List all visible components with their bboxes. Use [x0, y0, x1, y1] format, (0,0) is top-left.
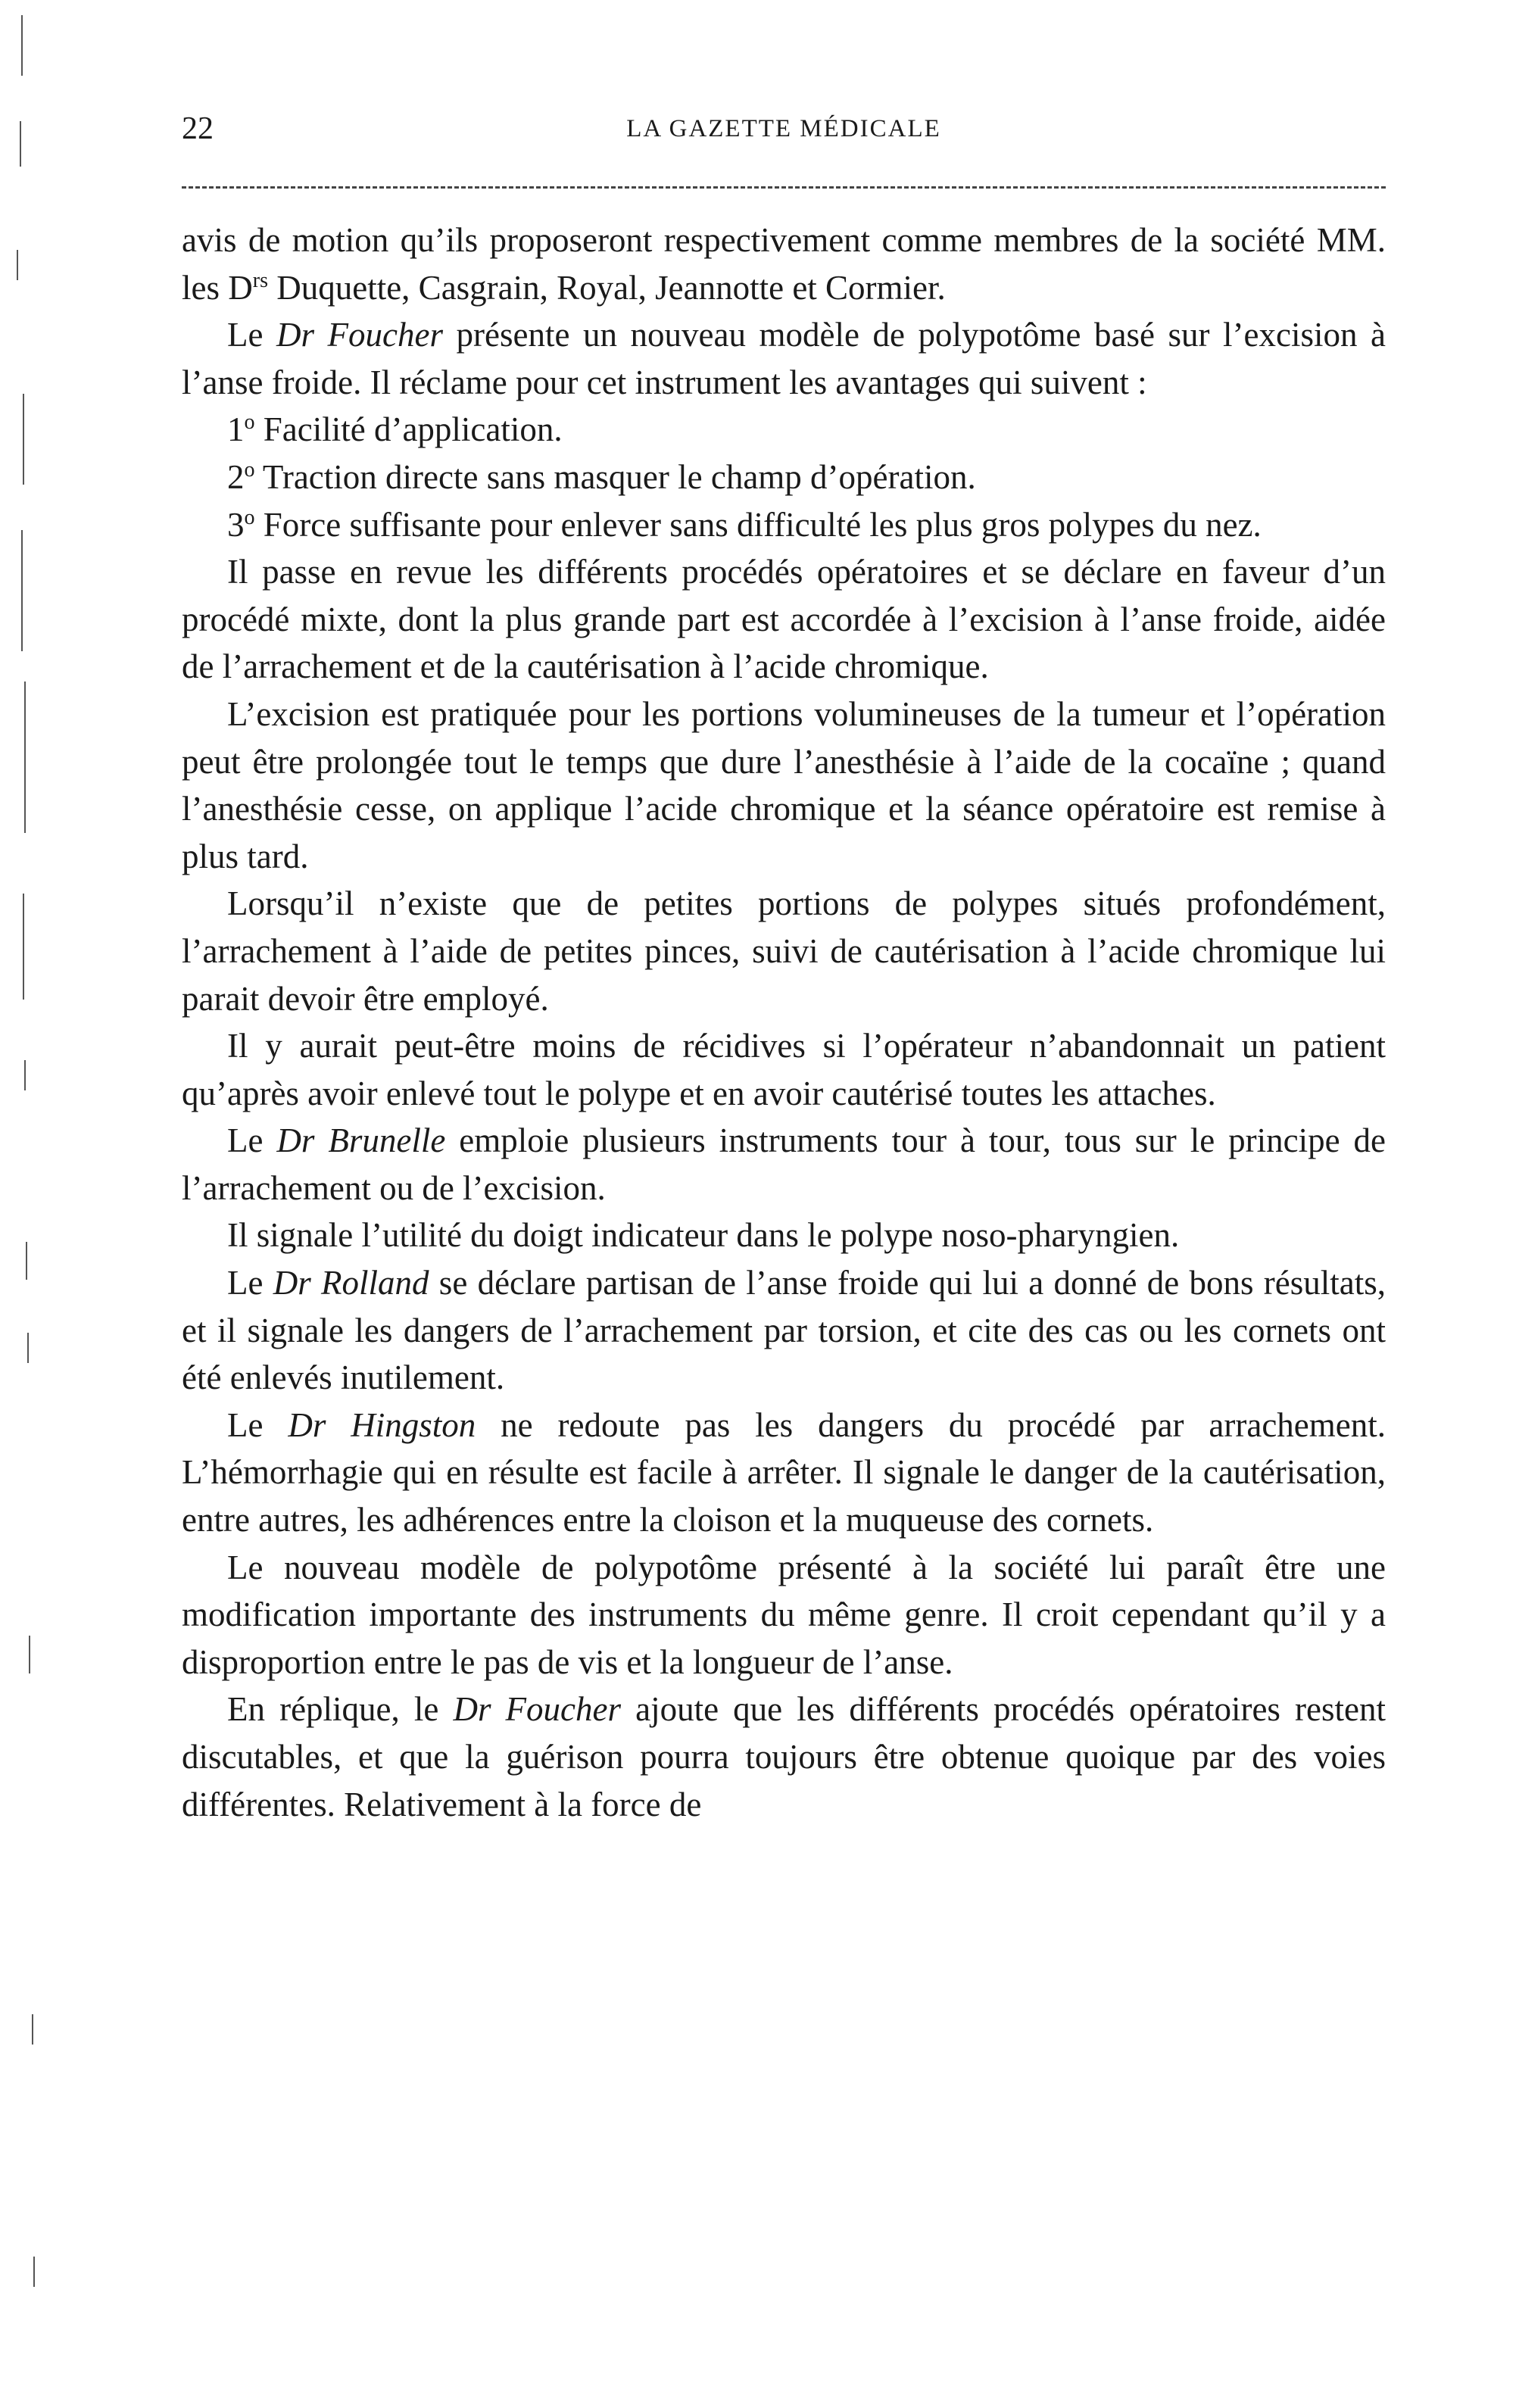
text-run: ajoute que les différents procédés opératoires restent discutables, et que la guérison pourra toujours être obtenue quoique par des voies différentes. Relativement à la force de	[182, 1690, 1386, 1823]
doctor-name: Dr Rolland	[273, 1264, 429, 1302]
text-run: En réplique, le	[227, 1690, 454, 1729]
paragraph	[182, 501, 1386, 549]
paragraph	[182, 1259, 1386, 1402]
paragraph	[182, 548, 1386, 691]
paragraph	[182, 1022, 1386, 1117]
text-run: 1	[227, 410, 245, 449]
paragraph	[182, 454, 1386, 501]
text-run: Traction directe sans masquer le champ d’opération.	[254, 457, 976, 496]
paragraph	[182, 880, 1386, 1022]
doctor-name: Dr Hingston	[288, 1405, 476, 1444]
paragraph	[182, 217, 1386, 311]
page-number: 22	[182, 111, 214, 146]
text-run: Le	[227, 1264, 273, 1302]
superscript: o	[244, 505, 255, 529]
text-run: présente un nouveau modèle de polypotôme basé sur l’excision à l’anse froide. Il réclame pour cet instrument les avantages qui suivent :	[182, 316, 1386, 401]
text-run: emploie plusieurs instruments tour à tour, tous sur le principe de l’arrachement ou de l’excision.	[182, 1121, 1386, 1207]
text-run: Lorsqu’il n’existe que de petites portions de polypes situés profondément, l’arrachement à l’aide de petites pinces, suivi de cautérisation à l’acide chromique lui parait devoir être employé.	[182, 884, 1386, 1018]
text-run: Le nouveau modèle de polypotôme présenté à la société lui paraît être une modification importante des instruments du même genre. Il croit cependant qu’il y a disproportion entre le pas de vis et la longueur de l’anse.	[182, 1548, 1386, 1681]
text-run: Il signale l’utilité du doigt indicateur dans le polype noso-pharyngien.	[227, 1216, 1180, 1255]
text-run: L’excision est pratiquée pour les portions volumineuses de la tumeur et l’opération peut être prolongée tout le temps que dure l’anesthésie à l’aide de la cocaïne ; quand l’anesthésie cesse, on applique l’acide chromique et la séance opératoire est remise à plus tard.	[182, 694, 1386, 875]
superscript: rs	[252, 268, 268, 292]
paragraph	[182, 406, 1386, 454]
text-run: avis de motion qu’ils proposeront respectivement comme membres de la société MM. les D	[182, 221, 1386, 307]
text-run: Le	[227, 316, 276, 354]
text-run: se déclare partisan de l’anse froide qui lui a donné de bons résultats, et il signale les dangers de l’arrachement par torsion, et cite des cas ou les cornets ont été enlevés inutilement.	[182, 1264, 1386, 1397]
text-run: Facilité d’application.	[254, 410, 563, 449]
text-run: ne redoute pas les dangers du procédé par arrachement. L’hémorrhagie qui en résulte est facile à arrêter. Il signale le danger de la cautérisation, entre autres, les adhérences entre la cloison et la muqueuse des cornets.	[182, 1405, 1386, 1539]
text-run: Il y aurait peut-être moins de récidives si l’opérateur n’abandonnait un patient qu’après avoir enlevé tout le polype et en avoir cautérisé toutes les attaches.	[182, 1027, 1386, 1112]
header-divider	[182, 186, 1386, 189]
text-run: 2	[227, 457, 245, 496]
paragraph	[182, 1402, 1386, 1544]
text-run: Il passe en revue les différents procédés opératoires et se déclare en faveur d’un procédé mixte, dont la plus grande part est accordée à l’excision à l’anse froide, aidée de l’arrachement et de la cautérisation à l’acide chromique.	[182, 553, 1386, 686]
doctor-name: Dr Brunelle	[276, 1121, 446, 1160]
text-run: Le	[227, 1121, 277, 1160]
paragraph	[182, 311, 1386, 406]
page-header	[182, 106, 1386, 151]
running-title: LA GAZETTE MÉDICALE	[626, 115, 941, 142]
text-run: Force suffisante pour enlever sans difficulté les plus gros polypes du nez.	[254, 505, 1262, 544]
paragraph	[182, 1544, 1386, 1686]
paragraph	[182, 1212, 1386, 1259]
text-run: Duquette, Casgrain, Royal, Jeannotte et Cormier.	[267, 268, 946, 307]
text-run: 3	[227, 505, 245, 544]
paragraph	[182, 691, 1386, 880]
superscript: o	[244, 410, 255, 435]
text-run: Le	[227, 1405, 289, 1444]
body-text	[182, 217, 1386, 1828]
paragraph	[182, 1117, 1386, 1212]
doctor-name: Dr Foucher	[276, 316, 443, 354]
doctor-name: Dr Foucher	[453, 1690, 622, 1729]
superscript: o	[244, 457, 255, 482]
scan-margin-marks	[6, 0, 51, 2408]
paragraph	[182, 1686, 1386, 1828]
